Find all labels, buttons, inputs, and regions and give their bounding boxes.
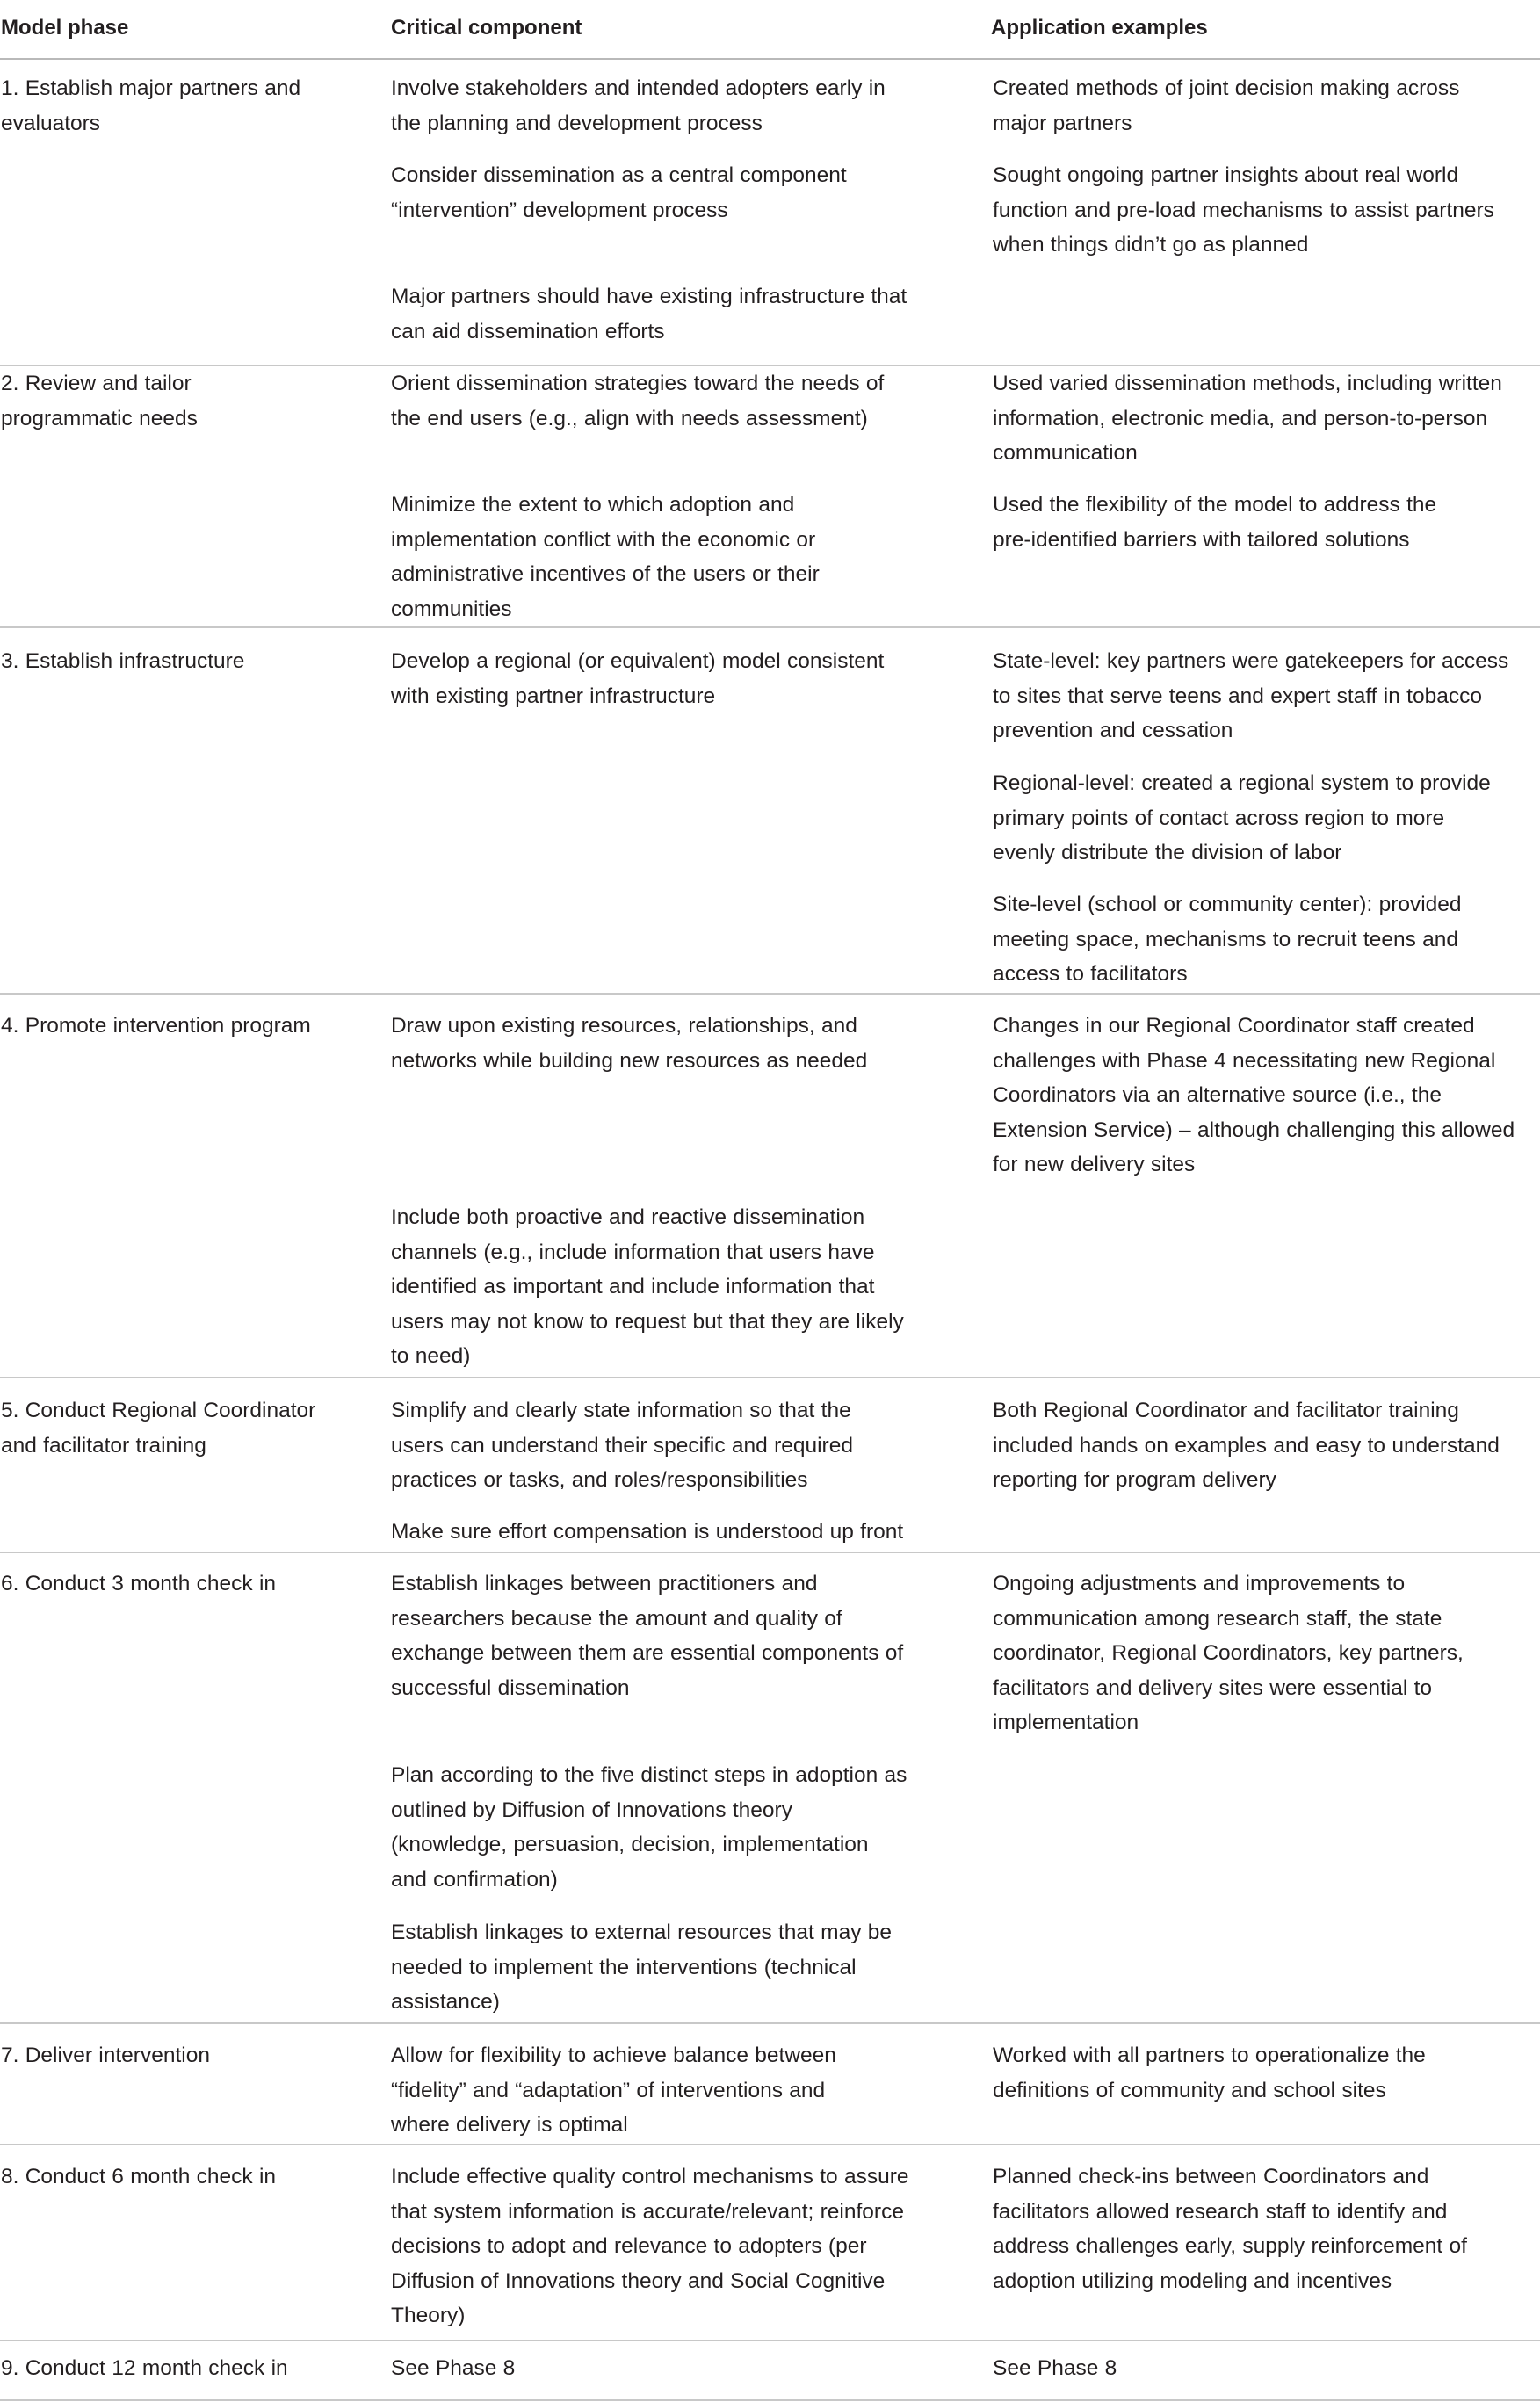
component-cell: Establish linkages to external resources that may be needed to implement the interventions (technical assistance)	[391, 1921, 893, 2014]
row-divider	[0, 2340, 1540, 2341]
component-cell: Make sure effort compensation is understood up front	[391, 1520, 904, 1544]
example-cell: State-level: key partners were gatekeepers for access to sites that serve teens and expert staff in tobacco prevention and cessation	[993, 649, 1509, 742]
component-cell: See Phase 8	[391, 2356, 516, 2380]
phase-cell-4: 4. Promote intervention program	[1, 1014, 311, 1038]
component-cell: Include both proactive and reactive dissemination channels (e.g., include information that users have identified as important and include information that users may not know to request but that they are likely to need)	[391, 1205, 904, 1368]
component-cell: Consider dissemination as a central component “intervention” development process	[391, 163, 847, 222]
example-cell: Worked with all partners to operationalize the definitions of community and school sites	[993, 2044, 1426, 2102]
header-critical-component: Critical component	[391, 16, 582, 40]
row-divider	[0, 2399, 1540, 2401]
example-cell: Planned check-ins between Coordinators and facilitators allowed research staff to identify and address challenges early, supply reinforcement of adoption utilizing modeling and incentives	[993, 2165, 1467, 2293]
phase-cell-8: 8. Conduct 6 month check in	[1, 2165, 277, 2189]
header-model-phase: Model phase	[1, 16, 129, 40]
phase-cell-3: 3. Establish infrastructure	[1, 649, 245, 673]
example-cell: Regional-level: created a regional system to provide primary points of contact across region to more evenly distribute the division of labor	[993, 771, 1491, 865]
component-cell: Draw upon existing resources, relationships, and networks while building new resources as needed	[391, 1014, 868, 1073]
example-cell: Changes in our Regional Coordinator staff created challenges with Phase 4 necessitating new Regional Coordinators via an alternative source (i.e., the Extension Service) – although challenging this allowed for new delivery sites	[993, 1014, 1515, 1176]
phase-cell-9: 9. Conduct 12 month check in	[1, 2356, 288, 2380]
row-divider	[0, 2144, 1540, 2145]
row-divider	[0, 1377, 1540, 1378]
component-cell: Allow for flexibility to achieve balance between “fidelity” and “adaptation” of interventions and where delivery is optimal	[391, 2044, 836, 2137]
phase-cell-5: 5. Conduct Regional Coordinator and facilitator training	[1, 1399, 316, 1458]
example-cell: Created methods of joint decision making across major partners	[993, 76, 1460, 135]
row-divider	[0, 2022, 1540, 2024]
phase-cell-7: 7. Deliver intervention	[1, 2044, 210, 2067]
component-cell: Major partners should have existing infrastructure that can aid dissemination efforts	[391, 285, 907, 344]
row-divider	[0, 993, 1540, 995]
component-cell: Establish linkages between practitioners and researchers because the amount and quality of exchange between them are essential components of successful dissemination	[391, 1572, 904, 1700]
component-cell: Include effective quality control mechanisms to assure that system information is accurate/relevant; reinforce decisions to adopt and relevance to adopters (per Diffusion of Innovations theory and Social Cognitive Theory)	[391, 2165, 909, 2327]
component-cell: Develop a regional (or equivalent) model consistent with existing partner infrastructure	[391, 649, 885, 708]
component-cell: Simplify and clearly state information so that the users can understand their specific and required practices or tasks, and roles/responsibilities	[391, 1399, 853, 1492]
phase-cell-1: 1. Establish major partners and evaluators	[1, 76, 301, 135]
example-cell: See Phase 8	[993, 2356, 1117, 2380]
example-cell: Site-level (school or community center): provided meeting space, mechanisms to recruit teens and access to facilitators	[993, 893, 1462, 986]
header-application-examples: Application examples	[991, 16, 1208, 40]
phase-cell-2: 2. Review and tailor programmatic needs	[1, 372, 198, 430]
example-cell: Sought ongoing partner insights about real world function and pre-load mechanisms to assist partners when things didn’t go as planned	[993, 163, 1494, 257]
example-cell: Both Regional Coordinator and facilitator training included hands on examples and easy to understand reporting for program delivery	[993, 1399, 1500, 1492]
component-cell: Involve stakeholders and intended adopters early in the planning and development process	[391, 76, 886, 135]
component-cell: Plan according to the five distinct steps in adoption as outlined by Diffusion of Innovations theory (knowledge, persuasion, decision, implementation and confirmation)	[391, 1763, 907, 1892]
row-divider	[0, 1552, 1540, 1553]
row-divider	[0, 626, 1540, 628]
component-cell: Orient dissemination strategies toward the needs of the end users (e.g., align with needs assessment)	[391, 372, 885, 430]
table-header-row	[0, 0, 1540, 60]
component-cell: Minimize the extent to which adoption and implementation conflict with the economic or administrative incentives of the users or their communities	[391, 493, 820, 621]
example-cell: Ongoing adjustments and improvements to communication among research staff, the state coordinator, Regional Coordinators, key partners, facilitators and delivery sites were essential to implementation	[993, 1572, 1464, 1734]
phase-cell-6: 6. Conduct 3 month check in	[1, 1572, 277, 1595]
example-cell: Used the flexibility of the model to address the pre-identified barriers with tailored solutions	[993, 493, 1437, 552]
example-cell: Used varied dissemination methods, including written information, electronic media, and person-to-person communication	[993, 372, 1502, 465]
